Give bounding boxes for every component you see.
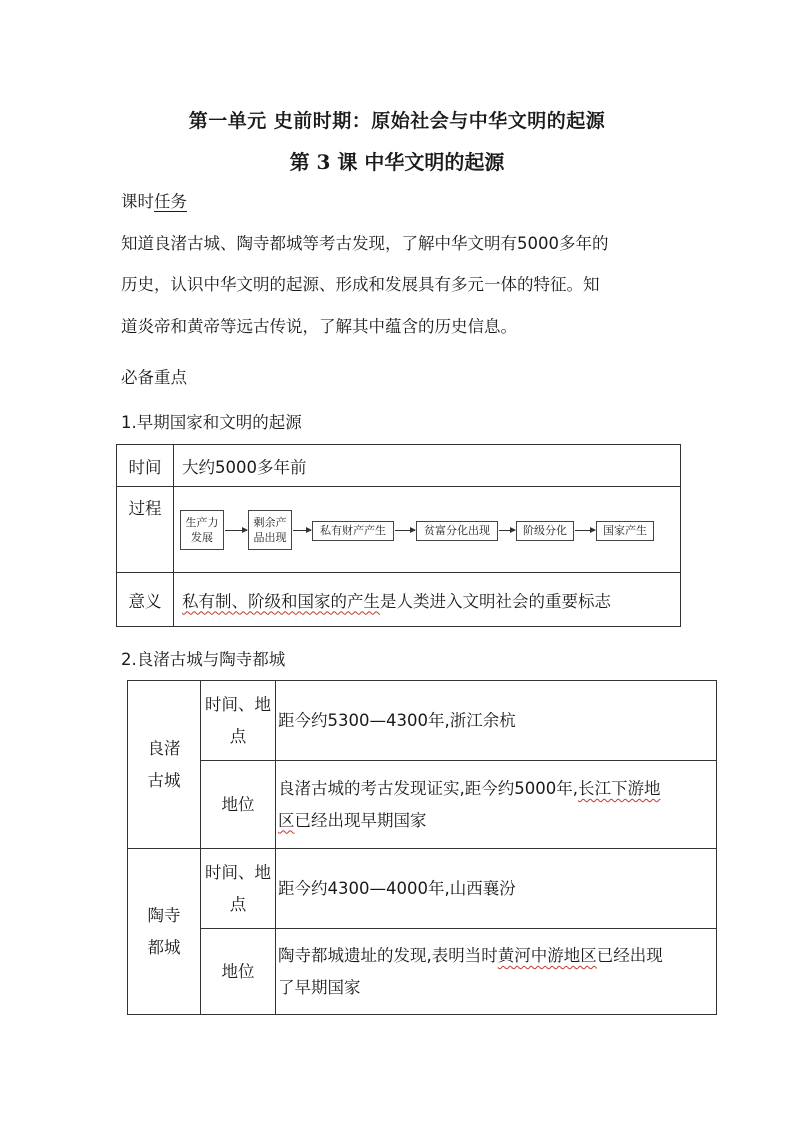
meaning-value — [174, 573, 681, 627]
task-heading-underlined: 任务 — [154, 192, 187, 211]
task-heading-prefix: 课时 — [121, 192, 154, 211]
flow-step-surplus: 剩余产 品出现 — [248, 510, 292, 550]
table-row — [128, 929, 717, 1015]
flow-arrow — [499, 530, 515, 531]
flow-arrow — [395, 530, 415, 531]
liangzhu-status-label: 地位 — [201, 761, 276, 849]
flow-step-wealth-gap: 贫富分化出现 — [416, 521, 498, 541]
process-label: 过程 — [117, 487, 174, 573]
liangzhu-status-value: 良渚古城的考古发现证实,距今约5000年,长江下游地 区已经出现早期国家 — [276, 761, 717, 849]
table-row — [117, 487, 681, 573]
taosi-status-label: 地位 — [201, 929, 276, 1015]
flow-arrow — [575, 530, 595, 531]
section1-title: 1.早期国家和文明的起源 — [121, 413, 302, 432]
origin-table — [116, 444, 681, 627]
taosi-status-value: 陶寺都城遗址的发现,表明当时黄河中游地区已经出现 了早期国家 — [276, 929, 717, 1015]
sites-table — [127, 680, 717, 1015]
meaning-label: 意义 — [117, 573, 174, 627]
time-label: 时间 — [117, 445, 174, 487]
meaning-rest: 是人类进入文明社会的重要标志 — [380, 591, 611, 611]
site-taosi: 陶寺 都城 — [128, 849, 201, 1015]
table-row — [128, 849, 717, 929]
table-row — [128, 761, 717, 849]
table-row — [128, 681, 717, 761]
process-flow-diagram — [180, 506, 660, 554]
section2-title: 2.良渚古城与陶寺都城 — [121, 650, 286, 669]
table-row — [117, 573, 681, 627]
table-row — [117, 445, 681, 487]
flow-step-class-division: 阶级分化 — [516, 521, 574, 541]
flow-arrow — [293, 530, 311, 531]
meaning-underlined: 私有制、阶级和国家的产生 — [182, 591, 380, 611]
flow-step-productivity: 生产力 发展 — [180, 510, 224, 550]
liangzhu-time-label: 时间、地 点 — [201, 681, 276, 761]
taosi-time-value: 距今约4300—4000年,山西襄汾 — [276, 849, 717, 929]
task-line-2: 历史，认识中华文明的起源、形成和发展具有多元一体的特征。知 — [121, 275, 600, 294]
liangzhu-time-value: 距今约5300—4300年,浙江余杭 — [276, 681, 717, 761]
key-points-heading: 必备重点 — [121, 368, 187, 387]
flow-step-private-property: 私有财产产生 — [312, 521, 394, 541]
task-line-1: 知道良渚古城、陶寺都城等考古发现，了解中华文明有5000多年的 — [121, 234, 609, 253]
unit-title: 第一单元 史前时期：原始社会与中华文明的起源 — [188, 110, 606, 132]
site-liangzhu: 良渚 古城 — [128, 681, 201, 849]
task-line-3: 道炎帝和黄帝等远古传说，了解其中蕴含的历史信息。 — [121, 317, 517, 336]
task-heading — [121, 194, 187, 211]
process-cell — [174, 487, 681, 573]
flow-arrow — [225, 530, 247, 531]
flow-step-state: 国家产生 — [596, 521, 654, 541]
taosi-time-label: 时间、地 点 — [201, 849, 276, 929]
lesson-title: 第 3 课 中华文明的起源 — [289, 150, 505, 174]
time-value: 大约5000多年前 — [174, 445, 681, 487]
